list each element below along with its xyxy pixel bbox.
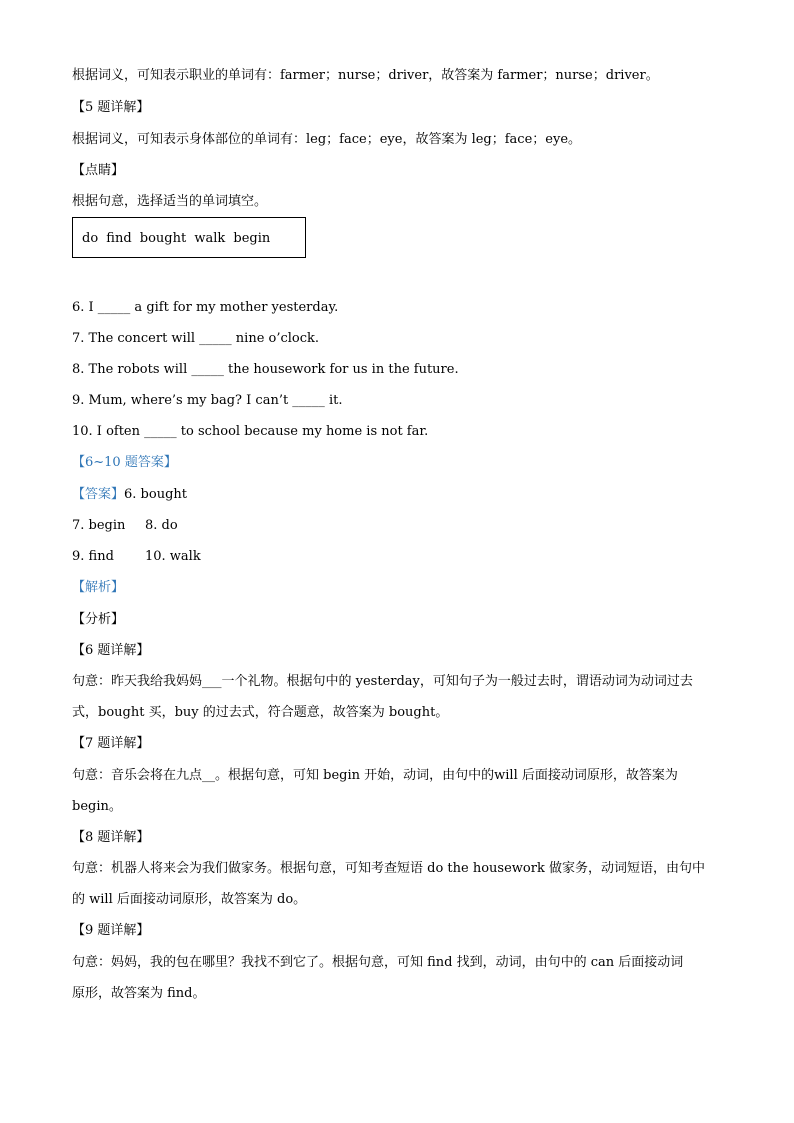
section-heading: 【分析】: [72, 612, 125, 627]
analysis-heading: 【解析】: [72, 580, 125, 595]
section-heading: 【9 题详解】: [72, 923, 150, 938]
text-line: 根据词义，可知表示身体部位的单词有：leg；face；eye，故答案为 leg；face；eye。: [72, 132, 582, 147]
question-7: 7. The concert will _____ nine o’clock.: [72, 331, 320, 346]
answer-9: 9. find: [72, 549, 114, 564]
section-heading: 【7 题详解】: [72, 736, 150, 751]
question-8: 8. The robots will _____ the housework for us in the future.: [72, 362, 459, 377]
section-heading: 【点睛】: [72, 163, 125, 178]
answer-6: 6. bought: [124, 487, 187, 502]
question-9: 9. Mum, where’s my bag? I can’t _____ it.: [72, 393, 343, 408]
question-6: 6. I _____ a gift for my mother yesterday.: [72, 300, 339, 315]
explanation-line: begin。: [72, 799, 122, 814]
explanation-line: 句意：机器人将来会为我们做家务。根据句意，可知考查短语 do the housework 做家务，动词短语，由句中: [72, 861, 705, 876]
explanation-line: 原形，故答案为 find。: [72, 986, 206, 1001]
answer-label: 【答案】: [72, 487, 125, 502]
section-heading: 【8 题详解】: [72, 830, 150, 845]
answer-8: 8. do: [145, 518, 178, 533]
instruction-text: 根据句意，选择适当的单词填空。: [72, 194, 268, 209]
answer-heading: 【6~10 题答案】: [72, 455, 177, 470]
explanation-line: 式，bought 买，buy 的过去式，符合题意，故答案为 bought。: [72, 705, 449, 720]
answer-row: [72, 549, 201, 565]
answer-line: [72, 487, 187, 503]
explanation-line: 句意：音乐会将在九点__。根据句意，可知 begin 开始，动词，由句中的will 后面接动词原形，故答案为: [72, 768, 678, 783]
explanation-line: 句意：昨天我给我妈妈___一个礼物。根据句中的 yesterday，可知句子为一般过去时，谓语动词为动词过去: [72, 674, 693, 689]
answer-row: [72, 518, 178, 534]
text-line: 根据词义，可知表示职业的单词有：farmer；nurse；driver，故答案为 farmer；nurse；driver。: [72, 68, 659, 83]
question-10: 10. I often _____ to school because my home is not far.: [72, 424, 429, 439]
explanation-line: 的 will 后面接动词原形，故答案为 do。: [72, 892, 307, 907]
section-heading: 【6 题详解】: [72, 643, 150, 658]
word-bank-text: do find bought walk begin: [82, 231, 271, 246]
answer-7: 7. begin: [72, 518, 126, 533]
answer-10: 10. walk: [145, 549, 201, 564]
explanation-line: 句意：妈妈，我的包在哪里？我找不到它了。根据句意，可知 find 找到，动词，由句中的 can 后面接动词: [72, 955, 684, 970]
word-bank-box: [72, 217, 306, 258]
section-heading: 【5 题详解】: [72, 100, 150, 115]
